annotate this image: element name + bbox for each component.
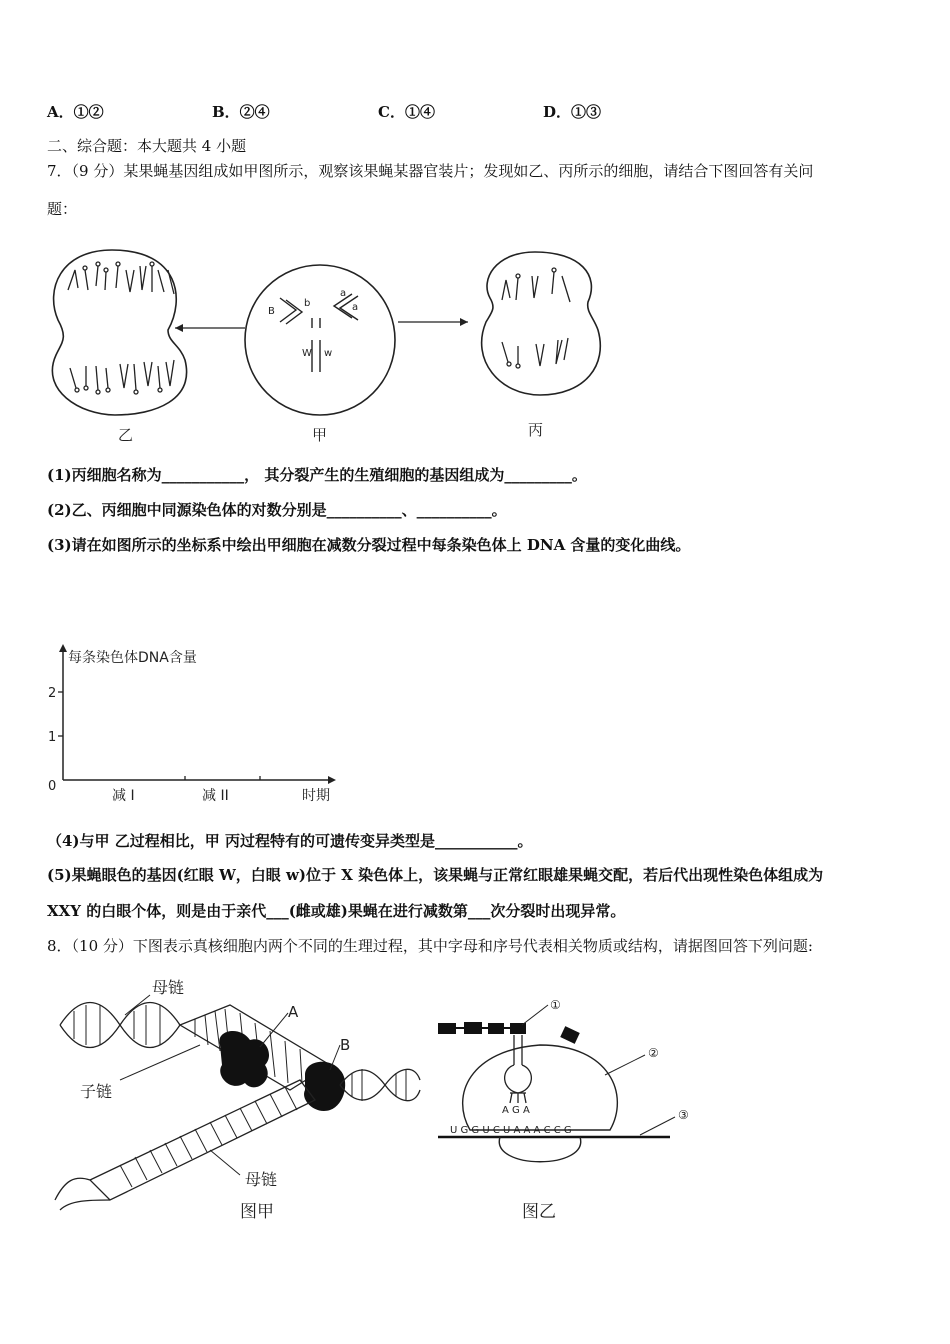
caption-jia: 图甲 bbox=[240, 1202, 274, 1222]
label-child: 子链 bbox=[80, 1082, 113, 1101]
graph-ytick-label-2: 2 bbox=[48, 686, 57, 701]
pointer-child bbox=[120, 1045, 200, 1080]
anticodon: A G A bbox=[502, 1105, 530, 1116]
section-title: 二、综合题：本大题共 4 小题 bbox=[47, 137, 247, 155]
helix-top-rungs bbox=[74, 1005, 160, 1045]
q8-intro: 8．（10 分）下图表示真核细胞内两个不同的生理过程，其中字母和序号代表相关物质或结构，请据图回答下列问题: bbox=[47, 937, 813, 955]
option-b: B．②④ bbox=[212, 103, 270, 121]
cell-yi-chromosomes-top bbox=[68, 262, 174, 294]
gene-a-upper: a bbox=[340, 288, 347, 299]
helix-lower-a bbox=[55, 1178, 90, 1200]
pointer-parent-bottom bbox=[210, 1150, 240, 1175]
graph-y-arrow bbox=[59, 644, 67, 652]
graph-origin: 0 bbox=[48, 779, 57, 794]
option-d: D．①③ bbox=[543, 103, 602, 121]
gene-W: W bbox=[302, 348, 312, 359]
option-c: C．①④ bbox=[378, 103, 435, 121]
label-b: B bbox=[340, 1036, 351, 1054]
caption-yi: 图乙 bbox=[522, 1202, 556, 1222]
ladder-lower bbox=[90, 1080, 315, 1200]
label-jia: 甲 bbox=[312, 426, 328, 444]
graph-ytick-label-1: 1 bbox=[48, 730, 57, 745]
label-parent-bottom: 母链 bbox=[245, 1170, 278, 1189]
gene-a-lower: a bbox=[352, 302, 359, 313]
graph-xlabel: 时期 bbox=[302, 788, 330, 804]
helix-right-rungs bbox=[352, 1069, 406, 1101]
arrow-head-bing bbox=[460, 318, 468, 326]
pointer-1 bbox=[522, 1005, 548, 1025]
graph-xtick-label-2: 减 II bbox=[202, 788, 229, 804]
figure-replication bbox=[50, 965, 430, 1225]
label-2: ② bbox=[648, 1046, 659, 1060]
q7-intro-line2: 题： bbox=[47, 200, 78, 218]
cell-bing-chromosomes bbox=[502, 268, 570, 368]
gene-B: B bbox=[268, 306, 275, 317]
pointer-3 bbox=[640, 1117, 675, 1135]
option-a: A．①② bbox=[47, 103, 104, 121]
label-parent-top: 母链 bbox=[152, 978, 185, 997]
gene-b: b bbox=[304, 298, 311, 309]
pointer-a bbox=[260, 1013, 288, 1047]
pointer-2 bbox=[605, 1055, 645, 1075]
figure-translation bbox=[430, 995, 710, 1225]
q7-part5-line2: XXY 的白眼个体，则是由于亲代___(雌或雄)果蝇在进行减数第___次分裂时出现异常。 bbox=[47, 902, 626, 920]
helix-top-b bbox=[60, 1003, 180, 1048]
q7-part5-line1: (5)果蝇眼色的基因(红眼 W，白眼 w)位于 X 染色体上，该果蝇与正常红眼雄果蝇交配，若后代出现性染色体组成为 bbox=[47, 866, 824, 884]
graph-xtick-label-1: 减 I bbox=[112, 788, 135, 804]
free-amino-acid bbox=[560, 1026, 580, 1044]
enzyme-b bbox=[304, 1062, 345, 1111]
graph-ylabel: 每条染色体DNA含量 bbox=[68, 650, 197, 666]
cell-yi-outline bbox=[52, 250, 186, 415]
cell-bing-outline bbox=[482, 252, 601, 395]
mrna-sequence: U G G U C U A A A C C G bbox=[450, 1125, 572, 1136]
label-1: ① bbox=[550, 998, 561, 1012]
arrow-head-yi bbox=[175, 324, 183, 332]
ribosome-large bbox=[463, 1045, 618, 1130]
label-a: A bbox=[288, 1003, 299, 1021]
ribosome-small bbox=[499, 1137, 580, 1162]
helix-lower-b bbox=[60, 1200, 110, 1210]
label-bing: 丙 bbox=[528, 421, 544, 439]
cell-division-figure bbox=[40, 230, 620, 450]
dna-content-graph bbox=[40, 640, 350, 810]
label-yi: 乙 bbox=[118, 426, 134, 444]
q7-part1: (1)丙细胞名称为___________， 其分裂产生的生殖细胞的基因组成为_________。 bbox=[47, 466, 587, 484]
gene-w: w bbox=[324, 348, 333, 359]
enzyme-a bbox=[219, 1031, 269, 1087]
q7-intro-line1: 7．（9 分）某果蝇基因组成如甲图所示，观察该果蝇某器官装片；发现如乙、丙所示的细胞，请结合下图回答有关问 bbox=[47, 162, 814, 180]
trna bbox=[505, 1035, 532, 1103]
label-3: ③ bbox=[678, 1108, 689, 1122]
cell-jia-chromosomes bbox=[280, 294, 358, 372]
graph-x-arrow bbox=[328, 776, 336, 784]
cell-yi-chromosomes-bottom bbox=[70, 360, 174, 394]
q7-part2: (2)乙、丙细胞中同源染色体的对数分别是__________、__________。 bbox=[47, 501, 507, 519]
q7-part3: (3)请在如图所示的坐标系中绘出甲细胞在减数分裂过程中每条染色体上 DNA 含量的变化曲线。 bbox=[47, 536, 691, 554]
q7-part4: （4)与甲 乙过程相比，甲 丙过程特有的可遗传变异类型是___________。 bbox=[47, 832, 533, 850]
peptide-chain bbox=[438, 1022, 526, 1034]
